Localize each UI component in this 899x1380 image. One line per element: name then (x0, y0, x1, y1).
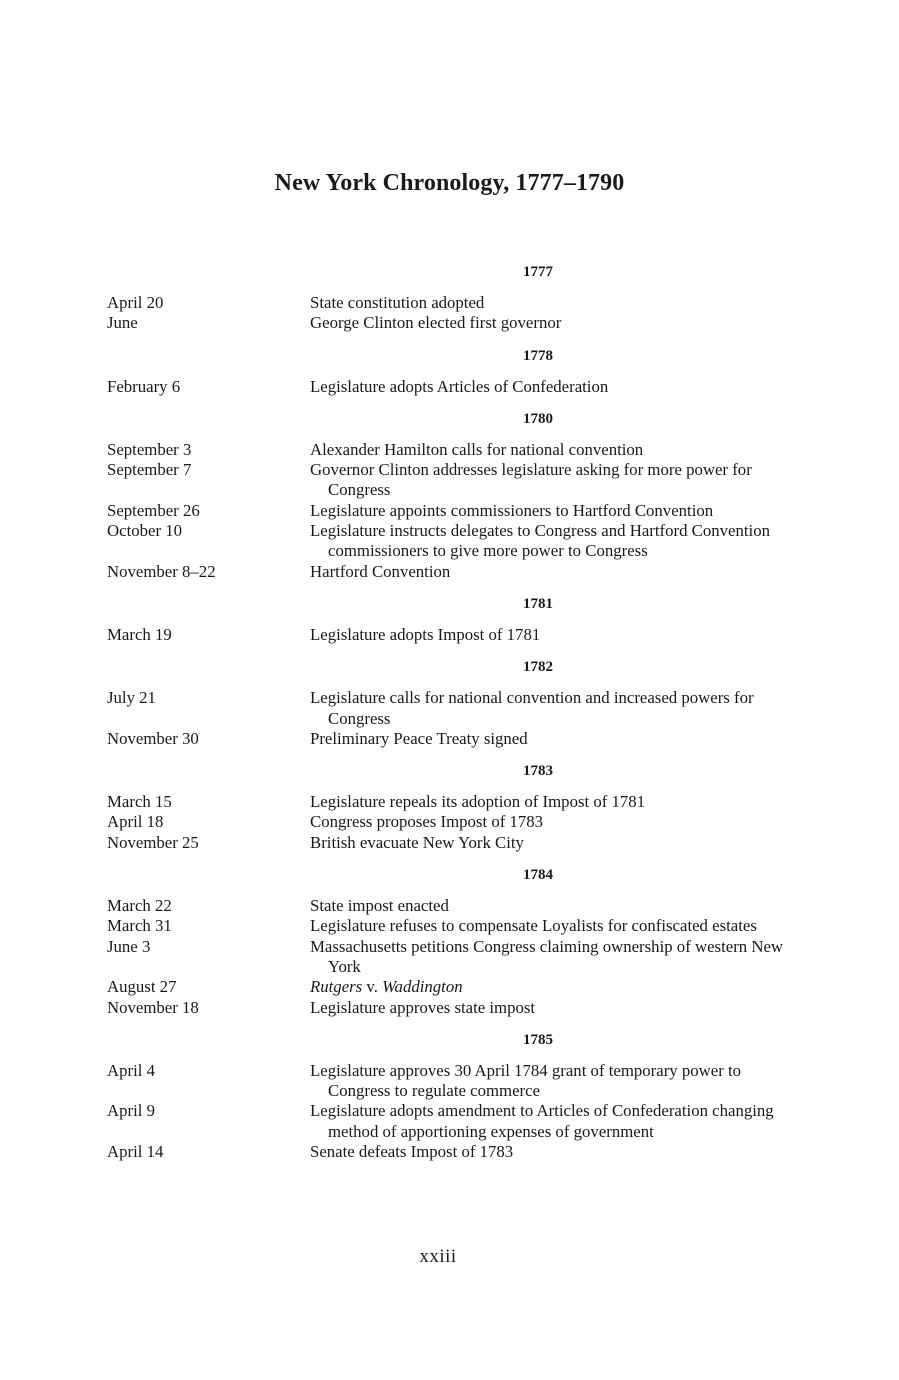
case-versus: v. (362, 977, 383, 997)
entry-event: Legislature adopts Impost of 1781 (310, 624, 541, 644)
entry-date: March 19 (107, 624, 172, 644)
entry-event: Legislature adopts Articles of Confederation (310, 376, 609, 396)
year-heading: 1783 (523, 763, 553, 780)
entry-date: July 21 (107, 688, 156, 708)
entry-event: Governor Clinton addresses legislature asking for more power for Congress (310, 460, 752, 500)
year-heading: 1781 (523, 595, 553, 612)
chronology-entry (107, 1101, 787, 1142)
entry-event: George Clinton elected first governor (310, 313, 562, 333)
entry-date: June 3 (107, 936, 151, 956)
year-section-1780 (107, 409, 787, 582)
entry-date: August 27 (107, 977, 177, 997)
entry-date: November 8–22 (107, 561, 216, 581)
entry-date: February 6 (107, 376, 181, 396)
chronology-entry (107, 812, 787, 832)
case-name-defendant: Waddington (382, 977, 463, 997)
year-heading: 1785 (523, 1031, 553, 1048)
chronology-entry (107, 625, 787, 645)
chronology-entry (107, 1142, 787, 1162)
chronology-entry (107, 896, 787, 916)
chronology-entry (107, 313, 787, 333)
entry-date: September 3 (107, 439, 192, 459)
chronology-entry (107, 729, 787, 749)
entry-event: State constitution adopted (310, 293, 485, 312)
chronology-entry (107, 833, 787, 853)
year-section-1785 (107, 1030, 787, 1162)
entry-event: Legislature appoints commissioners to Hartford Convention (310, 500, 714, 520)
year-section-1778 (107, 346, 787, 397)
chronology-entry (107, 916, 787, 936)
entry-event: Alexander Hamilton calls for national convention (310, 439, 644, 459)
entry-date: April 18 (107, 812, 164, 832)
entry-event: Legislature repeals its adoption of Impost of 1781 (310, 792, 646, 812)
page-number: xxiii (419, 1246, 457, 1267)
entry-event: Legislature approves state impost (310, 997, 536, 1017)
chronology-entry (107, 688, 787, 729)
entry-event: Massachusetts petitions Congress claiming ownership of western New York (310, 936, 784, 976)
entry-event: Legislature calls for national convention and increased powers for Congress (310, 688, 754, 728)
chronology-entry (107, 1061, 787, 1102)
year-heading: 1777 (523, 264, 553, 280)
entry-date: April 20 (107, 293, 164, 312)
entry-date: March 15 (107, 792, 172, 812)
chronology-entry (107, 792, 787, 812)
case-name-plaintiff: Rutgers (310, 977, 363, 997)
entry-event: Senate defeats Impost of 1783 (310, 1142, 514, 1162)
chronology-entry (107, 998, 787, 1018)
entry-date: March 22 (107, 896, 172, 916)
entry-event: Legislature refuses to compensate Loyalists for confiscated estates (310, 916, 757, 936)
entry-date: June (107, 313, 138, 333)
chronology-entry (107, 377, 787, 397)
entry-event: Legislature adopts amendment to Articles of Confederation changing method of apportioning expenses of government (310, 1101, 774, 1141)
chronology-entry (107, 440, 787, 460)
year-section-1783 (107, 761, 787, 853)
year-section-1782 (107, 657, 787, 749)
year-heading: 1780 (523, 410, 553, 427)
entry-event-case-citation (310, 977, 784, 997)
year-section-1777 (107, 262, 787, 334)
year-section-1784 (107, 865, 787, 1018)
year-heading: 1784 (523, 867, 553, 884)
chronology-entry (107, 937, 787, 978)
entry-date: April 14 (107, 1142, 164, 1162)
entry-event: British evacuate New York City (310, 832, 524, 852)
year-heading: 1782 (523, 659, 553, 676)
entry-event: Preliminary Peace Treaty signed (310, 728, 528, 748)
entry-date: November 30 (107, 728, 199, 748)
entry-date: March 31 (107, 916, 172, 936)
chronology-entry (107, 293, 787, 313)
entry-date: November 18 (107, 997, 199, 1017)
year-heading: 1778 (523, 347, 553, 364)
chronology-entry (107, 977, 787, 997)
entry-event: State impost enacted (310, 896, 449, 916)
year-section-1781 (107, 594, 787, 645)
entry-event: Legislature instructs delegates to Congress and Hartford Convention commissioners to give more power to Congress (310, 521, 770, 561)
entry-event: Legislature approves 30 April 1784 grant of temporary power to Congress to regulate commerce (310, 1060, 742, 1101)
entry-date: September 26 (107, 500, 200, 520)
page-title: New York Chronology, 1777–1790 (274, 170, 625, 196)
entry-event: Hartford Convention (310, 561, 451, 581)
chronology-entry (107, 501, 787, 521)
entry-date: April 9 (107, 1101, 156, 1121)
chronology-entry (107, 460, 787, 501)
entry-event: Congress proposes Impost of 1783 (310, 812, 544, 832)
entry-date: April 4 (107, 1060, 156, 1080)
chronology-entry (107, 521, 787, 562)
entry-date: November 25 (107, 832, 199, 852)
entry-date: September 7 (107, 460, 192, 480)
chronology-entry (107, 562, 787, 582)
chronology (107, 262, 787, 1174)
entry-date: October 10 (107, 521, 183, 541)
